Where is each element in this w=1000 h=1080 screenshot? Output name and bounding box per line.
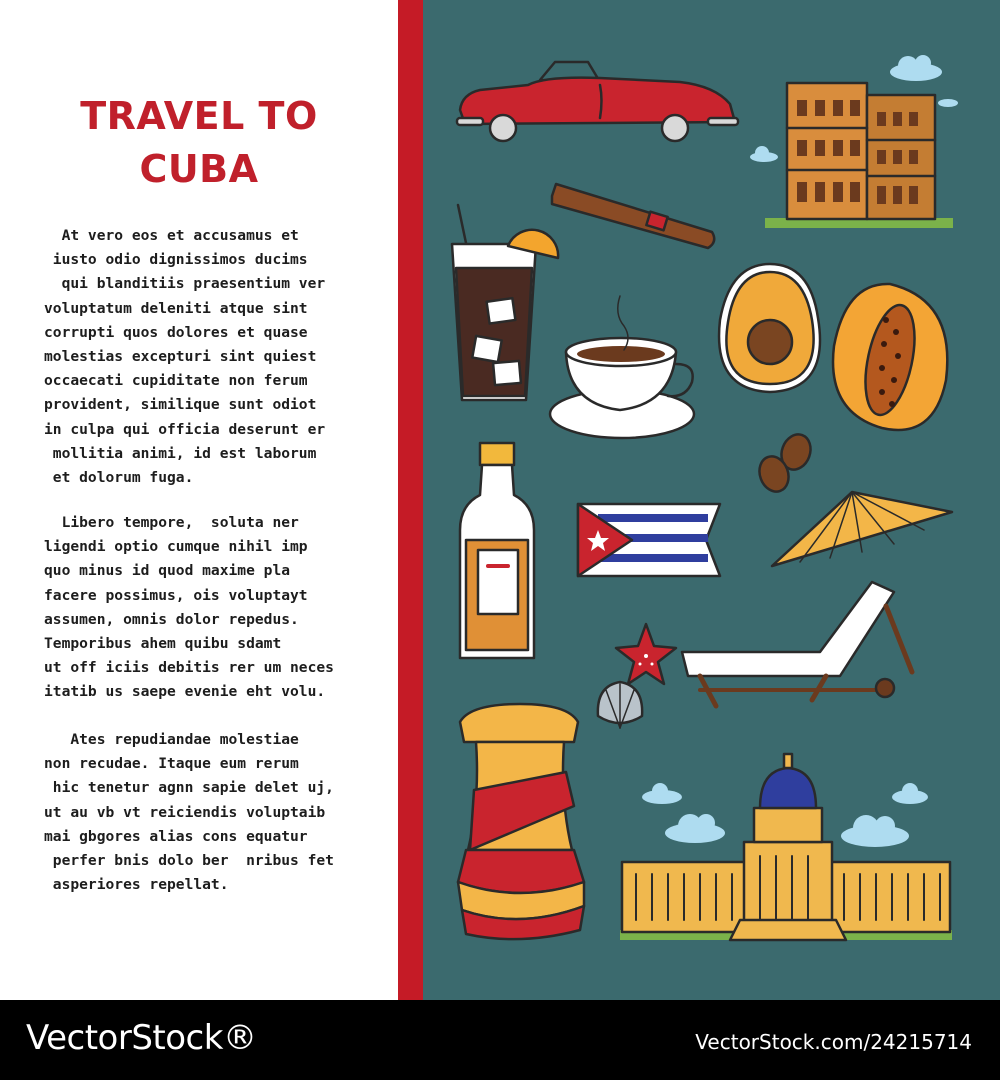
avocado-icon [719,264,820,392]
illustration-panel [423,0,1000,1000]
paragraph-1: At vero eos et accusamus et iusto odio dignissimos ducims qui blanditiis praesentium ver voluptatum deleniti atque sint corrupti quos dolores et quase molestias excepturi sint quiest occaecati cupiditate non ferum provident, similique sunt odiot in culpa qui officia deserunt er mollitia animi, id est laborum et dolorum fuga. [44,227,326,487]
vectorstock-logo: VectorStock® [26,1018,257,1058]
cuba-libre-glass-icon [452,205,558,400]
text-panel [0,0,398,1000]
colonial-buildings-icon [765,83,953,228]
dancer-dress-icon [458,704,584,939]
starfish-icon [616,624,676,684]
title-line-1: TRAVEL TO [80,94,318,138]
capitol-building-icon [620,754,952,940]
classic-car-icon [457,62,738,141]
image-id-url: VectorStock.com/24215714 [695,1030,972,1054]
cigar-icon [552,184,714,248]
rum-bottle-icon [460,443,534,658]
divider-bar [398,0,423,1000]
paragraph-3: Ates repudiandae molestiae non recudae. Itaque eum rerum hic tenetur agnn sapie delet uj, ut au vb vt reiciendis voluptaib mai gbgores alias cons equatur perfer bnis dolo ber nribus fet asperiores repellat. [44,731,334,894]
beach-umbrella-icon [772,492,952,566]
paragraph-2: Libero tempore, soluta ner ligendi optio cumque nihil imp quo minus id quod maxime pla facere possimus, ois voluptayt assumen, omnis dolor repedus. Temporibus ahem quibu sdamt ut off iciis debitis rer um neces itatib us saepe evenie eht volu. [44,514,334,701]
coffee-beans-icon [755,430,816,495]
seashell-icon [598,682,642,728]
coffee-cup-icon [550,296,694,438]
footer-bar [0,1000,1000,1080]
papaya-icon [833,284,947,430]
illustration-canvas [423,0,1000,1000]
sun-lounger-icon [682,582,912,706]
cuban-flag-icon [578,504,720,576]
title-line-2: CUBA [139,147,259,191]
